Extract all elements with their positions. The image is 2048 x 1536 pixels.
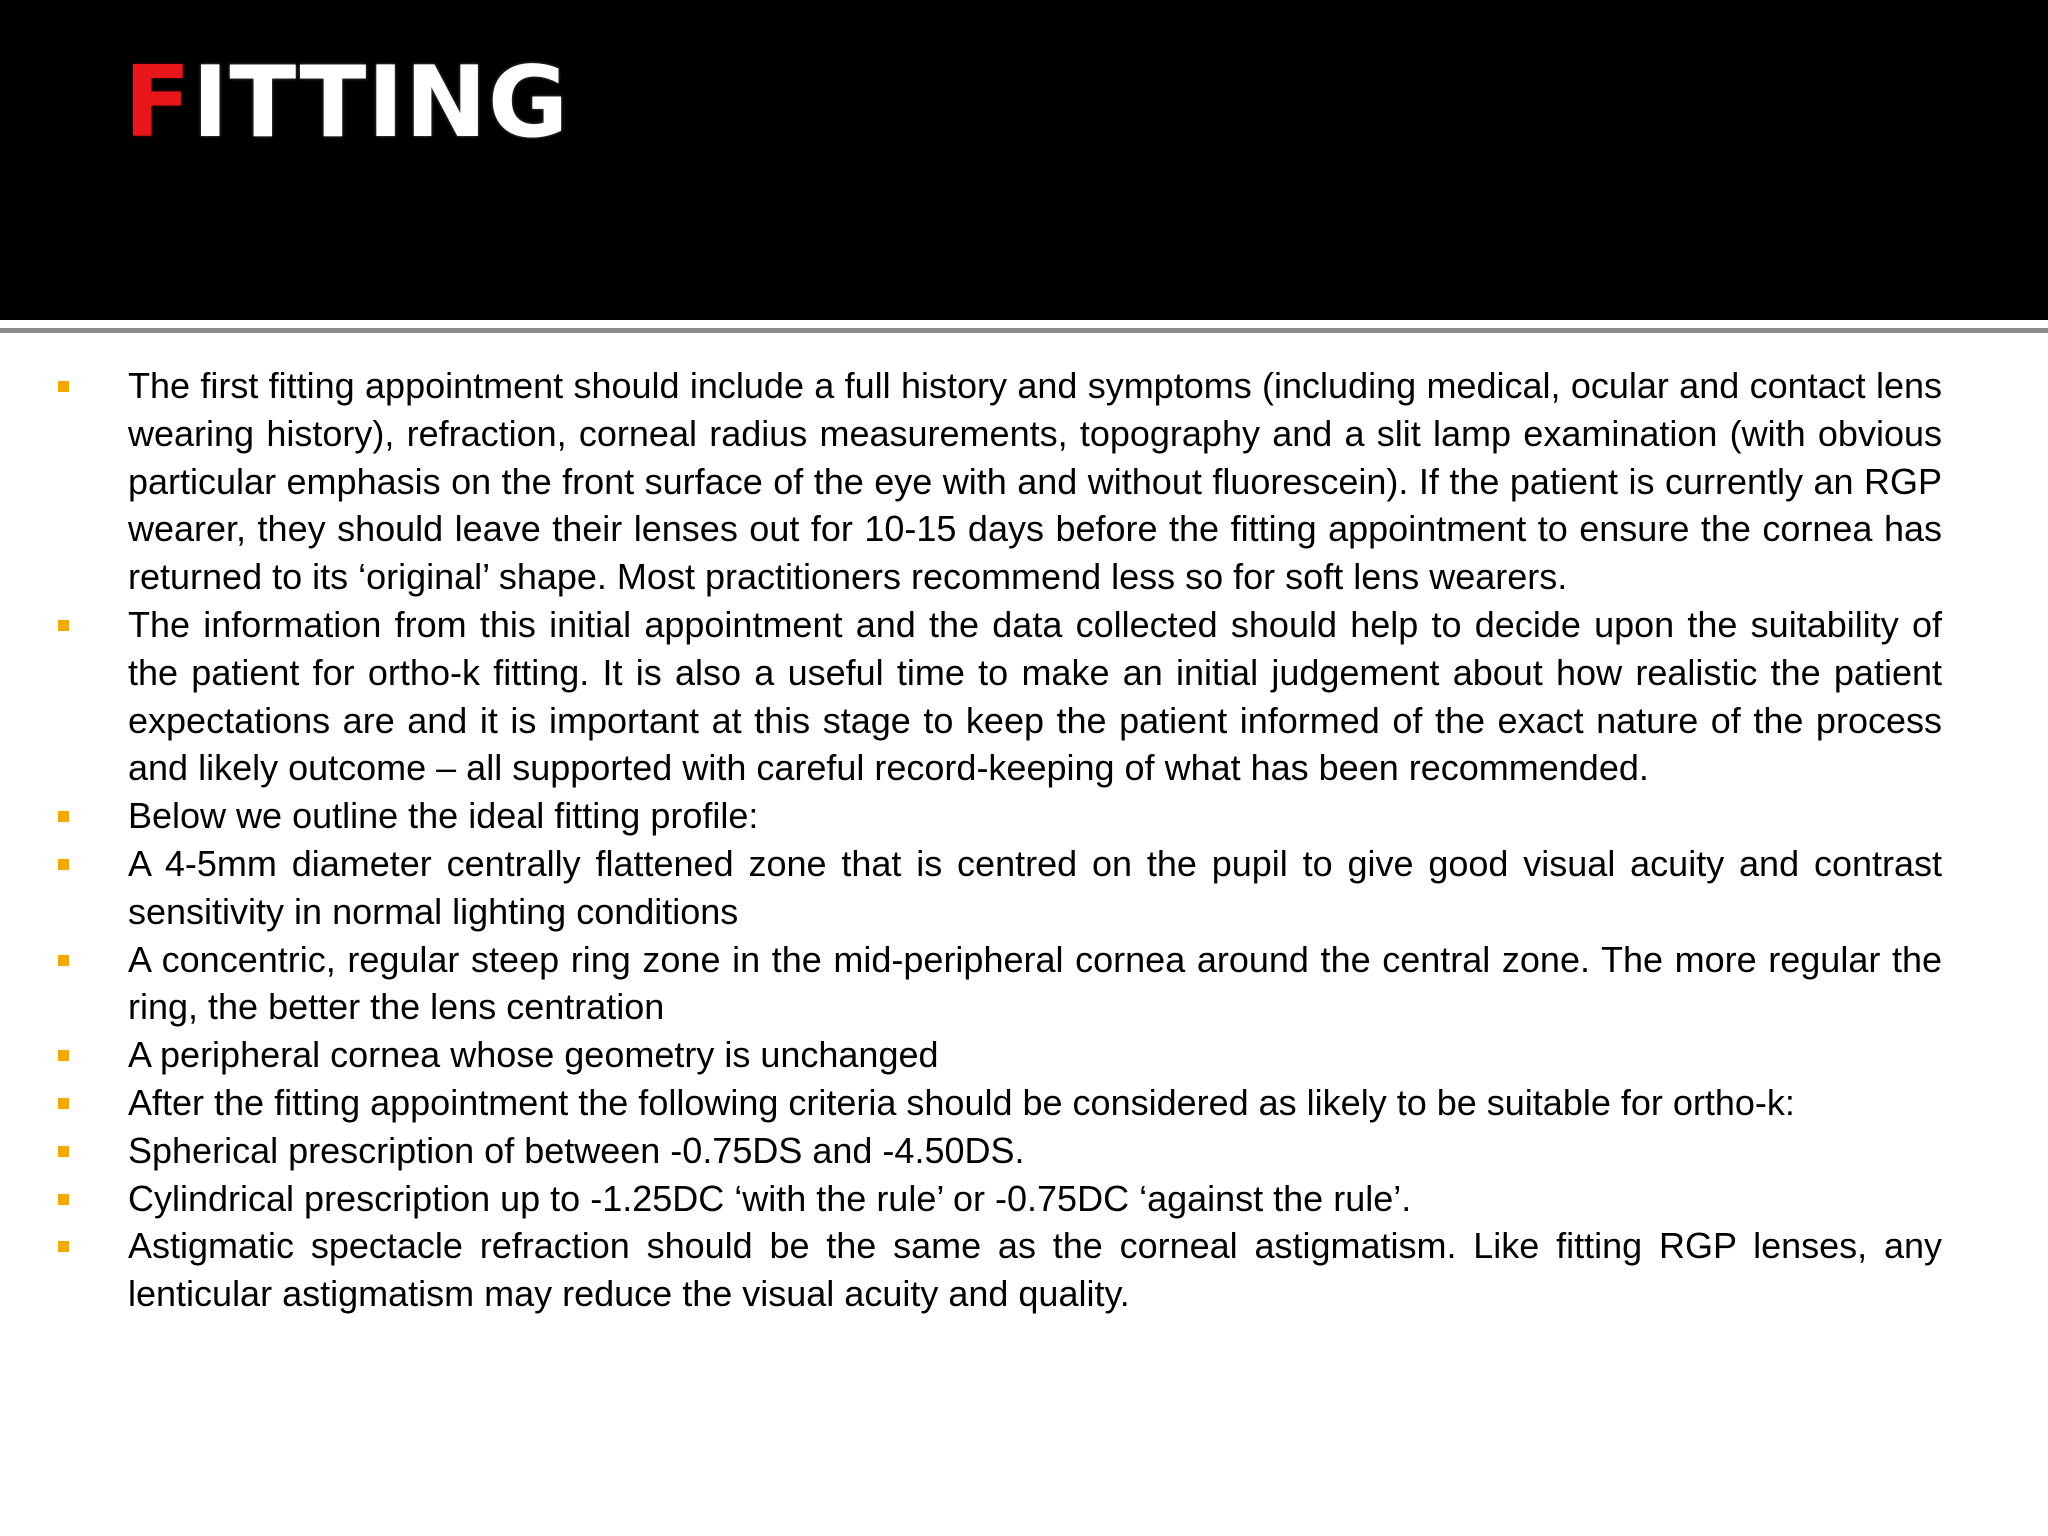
bullet-item: [128, 840, 1942, 936]
bullet-item: [128, 1031, 1942, 1079]
bullet-item: [128, 936, 1942, 1032]
square-bullet-icon: [58, 955, 69, 966]
bullet-text: Cylindrical prescription up to -1.25DC ‘with the rule’ or -0.75DC ‘against the rule’.: [128, 1177, 1412, 1219]
bullet-text: A concentric, regular steep ring zone in the mid-peripheral cornea around the central zone. The more regular the ring, the better the lens centration: [128, 938, 1942, 1028]
square-bullet-icon: [58, 1098, 69, 1109]
bullet-text: A peripheral cornea whose geometry is unchanged: [128, 1034, 939, 1076]
square-bullet-icon: [58, 381, 69, 392]
bullet-text: Below we outline the ideal fitting profile:: [128, 795, 759, 837]
bullet-text: The information from this initial appointment and the data collected should help to decide upon the suitability of the patient for ortho-k fitting. It is also a useful time to make an initial judgement about how realistic the patient expectations are and it is important at this stage to keep the patient informed of the exact nature of the process and likely outcome – all supported with careful record-keeping of what has been recommended.: [128, 603, 1942, 789]
bullet-text: A 4-5mm diameter centrally flattened zone that is centred on the pupil to give good visual acuity and contrast sensitivity in normal lighting conditions: [128, 842, 1942, 932]
bullet-text: The first fitting appointment should include a full history and symptoms (including medical, ocular and contact lens wearing history), refraction, corneal radius measurements, topography and a slit lamp examination (with obvious particular emphasis on the front surface of the eye with and without fluorescein). If the patient is currently an RGP wearer, they should leave their lenses out for 10-15 days before the fitting appointment to ensure the cornea has returned to its ‘original’ shape. Most practitioners recommend less so for soft lens wearers.: [128, 365, 1942, 598]
square-bullet-icon: [58, 1194, 69, 1205]
bullet-item: [128, 1175, 1942, 1223]
bullet-item: [128, 792, 1942, 840]
bullet-item: [128, 362, 1942, 601]
slide-title: [124, 46, 570, 160]
title-first-letter: F: [124, 46, 192, 160]
bullet-item: [128, 1079, 1942, 1127]
bullet-list: [0, 362, 2048, 1318]
bullet-text: After the fitting appointment the following criteria should be considered as likely to be suitable for ortho-k:: [128, 1081, 1795, 1123]
square-bullet-icon: [58, 620, 69, 631]
bullet-item: [128, 601, 1942, 792]
bullet-item: [128, 1127, 1942, 1175]
square-bullet-icon: [58, 1050, 69, 1061]
title-rest: ITTING: [191, 46, 570, 160]
divider-shadow: [0, 328, 2048, 333]
bullet-item: [128, 1222, 1942, 1318]
title-bar: [0, 0, 2048, 320]
square-bullet-icon: [58, 859, 69, 870]
slide-body: [0, 362, 2048, 1318]
bullet-text: Spherical prescription of between -0.75DS and -4.50DS.: [128, 1129, 1025, 1171]
divider-line: [0, 320, 2048, 328]
square-bullet-icon: [58, 1241, 69, 1252]
square-bullet-icon: [58, 811, 69, 822]
square-bullet-icon: [58, 1146, 69, 1157]
bullet-text: Astigmatic spectacle refraction should be the same as the corneal astigmatism. Like fitting RGP lenses, any lenticular astigmatism may reduce the visual acuity and quality.: [128, 1225, 1942, 1315]
